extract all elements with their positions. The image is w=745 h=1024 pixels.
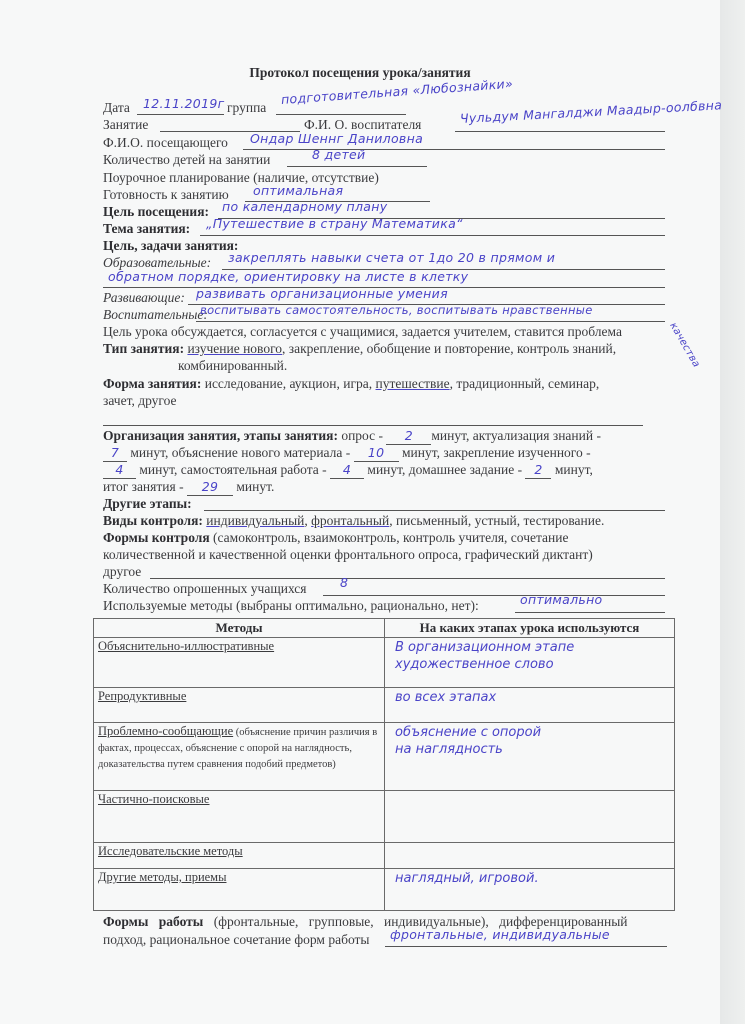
- methods-used-value: оптимально: [520, 592, 603, 607]
- topic-value: „Путешествие в страну Математика“: [206, 216, 463, 231]
- lesson-type-selected[interactable]: изучение нового: [187, 341, 283, 356]
- other-stages-label: Другие этапы:: [103, 496, 192, 511]
- homework-text: минут, домашнее задание -: [364, 462, 523, 477]
- work-forms-label: Формы работы: [103, 914, 204, 929]
- method-name: Проблемно-сообщающие: [98, 724, 234, 738]
- upbringing-value: воспитывать самостоятельность, воспитывать нравственные: [200, 303, 593, 317]
- method-name: Репродуктивные: [98, 689, 187, 703]
- purpose-value: по календарному плану: [222, 199, 388, 214]
- stage-line: наглядный, игровой.: [395, 871, 539, 886]
- work-forms-value: фронтальные, индивидуальные: [390, 927, 610, 942]
- control-types-options: , письменный, устный, тестирование.: [389, 513, 605, 528]
- minutes-word: минут,: [551, 462, 593, 477]
- control-forms-other-field[interactable]: [150, 564, 665, 579]
- header-methods: Методы: [94, 619, 385, 638]
- consolidation-text: минут, закрепление изученного -: [398, 445, 591, 460]
- stage-line: во всех этапах: [395, 690, 497, 705]
- table-row: [94, 688, 675, 723]
- work-forms-line2: подход, рациональное сочетание форм работы: [103, 932, 370, 947]
- scan-edge: [720, 0, 745, 1024]
- consolidation-minutes[interactable]: 4: [103, 461, 136, 479]
- teacher-label: Ф.И. О. воспитателя: [304, 117, 422, 132]
- control-type-individual[interactable]: индивидуальный: [206, 513, 305, 528]
- upbringing-margin-note: качества: [667, 320, 702, 370]
- organization-line2: [103, 444, 591, 462]
- control-forms-options-1: (самоконтроль, взаимоконтроль, контроль учителя, сочетание: [209, 530, 569, 545]
- lesson-form-line2: зачет, другое: [103, 393, 177, 408]
- work-forms-options: (фронтальные, групповые, индивидуальные), дифференцированный: [203, 914, 628, 929]
- independent-text: минут, самостоятельная работа -: [136, 462, 327, 477]
- stage-line: на наглядность: [395, 742, 503, 757]
- lesson-form-options-before: исследование, аукцион, игра,: [201, 376, 373, 391]
- document-title: Протокол посещения урока/занятия: [249, 65, 471, 80]
- developing-value: развивать организационные умения: [196, 286, 448, 301]
- method-name: Исследовательские методы: [98, 844, 243, 858]
- lesson-form-other-field[interactable]: [103, 411, 643, 426]
- developing-label: Развивающие:: [103, 290, 185, 305]
- total-suffix: минут.: [232, 479, 275, 494]
- method-cell: [94, 688, 385, 723]
- homework-minutes[interactable]: 2: [525, 461, 551, 479]
- lesson-type-label: Тип занятия:: [103, 341, 185, 356]
- table-row: [94, 723, 675, 791]
- control-forms-line1: [103, 529, 568, 546]
- lesson-form-line: [103, 375, 599, 392]
- planning-label: Поурочное планирование (наличие, отсутствие): [103, 170, 379, 185]
- other-stages-field[interactable]: [204, 496, 665, 511]
- total-text: итог занятия -: [103, 479, 184, 494]
- method-cell: [94, 723, 385, 791]
- readiness-label: Готовность к занятию: [103, 187, 229, 202]
- educational-label: Образовательные:: [103, 255, 212, 270]
- control-forms-line2: количественной и качественной оценки фронтального опроса, графический диктант): [103, 547, 593, 562]
- method-description: (объяснение причин различия в фактах, процессах, объяснение с опорой на наглядность, доказательства путем сравнения подобий предметов): [98, 727, 378, 770]
- methods-used-label: Используемые методы (выбраны оптимально, рационально, нет):: [103, 598, 479, 613]
- control-types-label: Виды контроля:: [103, 513, 203, 528]
- organization-line1: [103, 427, 601, 445]
- lesson-form-label: Форма занятия:: [103, 376, 202, 391]
- header-stages: На каких этапах урока используются: [385, 619, 675, 638]
- organization-label: Организация занятия, этапы занятия:: [103, 428, 338, 443]
- control-types-separator: ,: [304, 513, 308, 528]
- table-header-row: [94, 619, 675, 638]
- stage-cell[interactable]: [385, 688, 675, 723]
- actualization-minutes[interactable]: 7: [103, 444, 127, 462]
- control-types-line: [103, 512, 604, 529]
- group-label: группа: [227, 100, 267, 115]
- method-name: Другие методы, приемы: [98, 870, 227, 884]
- stage-cell[interactable]: [385, 791, 675, 843]
- date-label: Дата: [103, 100, 130, 115]
- goals-heading: Цель, задачи занятия:: [103, 238, 239, 253]
- table-row: [94, 638, 675, 688]
- group-value: подготовительная «Любознайки»: [280, 75, 514, 107]
- control-forms-other-label: другое: [103, 564, 142, 579]
- methods-table: [93, 618, 675, 911]
- table-row: [94, 869, 675, 911]
- method-cell: [94, 843, 385, 869]
- actualization-text: минут, актуализация знаний -: [431, 428, 601, 443]
- survey-minutes[interactable]: 2: [386, 427, 431, 445]
- date-value: 12.11.2019г: [143, 96, 225, 111]
- new-material-text: минут, объяснение нового материала -: [127, 445, 351, 460]
- lesson-label: Занятие: [103, 117, 149, 132]
- table-row: [94, 791, 675, 843]
- method-name: Объяснительно-иллюстративные: [98, 639, 275, 653]
- readiness-value: оптимальная: [253, 183, 344, 198]
- control-type-frontal[interactable]: фронтальный: [311, 513, 390, 528]
- topic-label: Тема занятия:: [103, 221, 191, 236]
- educational-value-2: обратном порядке, ориентировку на листе в клетку: [108, 269, 469, 284]
- table-row: [94, 843, 675, 869]
- lesson-field[interactable]: [160, 117, 300, 132]
- children-label: Количество детей на занятии: [103, 152, 271, 167]
- total-minutes[interactable]: 29: [187, 478, 233, 496]
- stage-cell[interactable]: [385, 638, 675, 688]
- visitor-value: Ондар Шеннг Даниловна: [250, 131, 424, 146]
- control-forms-label: Формы контроля: [103, 530, 210, 545]
- surveyed-label: Количество опрошенных учащихся: [103, 581, 307, 596]
- method-name: Частично-поисковые: [98, 792, 210, 806]
- stage-line: художественное слово: [395, 657, 554, 672]
- organization-line3: [103, 461, 593, 479]
- educational-value-1: закреплять навыки счета от 1до 20 в прямом и: [228, 250, 556, 265]
- lesson-type-line: [103, 340, 616, 357]
- upbringing-label: Воспитательные:: [103, 307, 208, 322]
- teacher-value: Чульдум Мангалджи Маадыр-оолбвна: [459, 97, 723, 126]
- purpose-label: Цель посещения:: [103, 204, 210, 219]
- lesson-form-selected[interactable]: путешествие: [375, 376, 450, 391]
- stage-cell[interactable]: [385, 843, 675, 869]
- method-cell: [94, 638, 385, 688]
- method-cell: [94, 869, 385, 911]
- stage-cell[interactable]: [385, 723, 675, 791]
- survey-text: опрос -: [337, 428, 384, 443]
- surveyed-field[interactable]: [323, 581, 665, 596]
- children-value: 8 детей: [312, 147, 366, 162]
- visitor-label: Ф.И.О. посещающего: [103, 135, 228, 150]
- method-cell: [94, 791, 385, 843]
- organization-line4: [103, 478, 274, 496]
- stage-line: В организационном этапе: [395, 640, 575, 655]
- stage-cell[interactable]: [385, 869, 675, 911]
- lesson-type-options: , закрепление, обобщение и повторение, контроль знаний,: [282, 341, 617, 356]
- independent-minutes[interactable]: 4: [330, 461, 364, 479]
- lesson-form-options-after: , традиционный, семинар,: [449, 376, 600, 391]
- new-material-minutes[interactable]: 10: [354, 444, 399, 462]
- stage-line: объяснение с опорой: [395, 725, 542, 740]
- discussion-line: Цель урока обсуждается, согласуется с учащимися, задается учителем, ставится проблема: [103, 324, 622, 339]
- lesson-type-line2: комбинированный.: [178, 358, 288, 373]
- surveyed-value: 8: [340, 575, 349, 590]
